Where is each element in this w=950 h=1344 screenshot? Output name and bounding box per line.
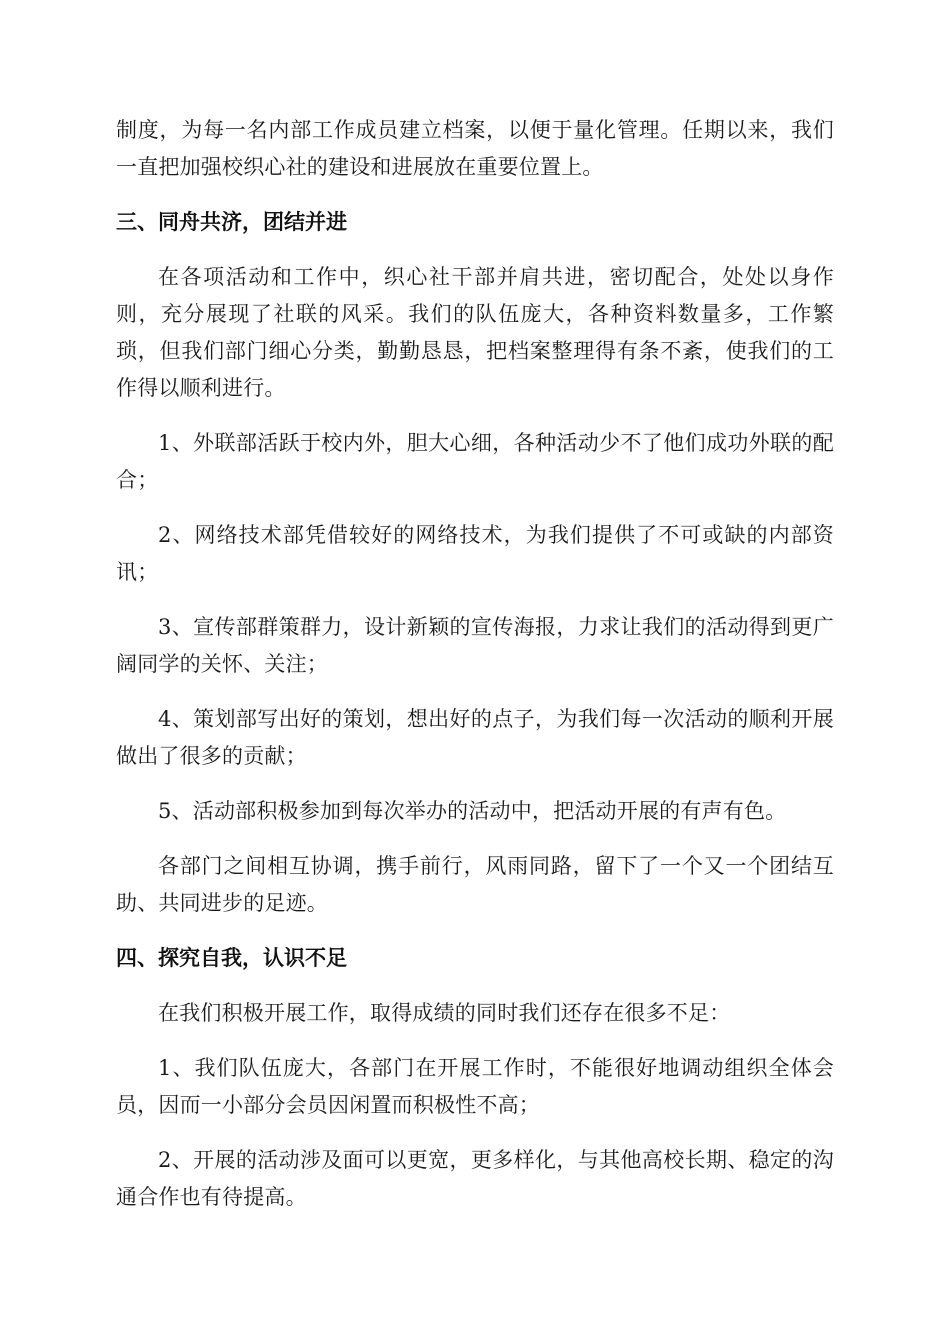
paragraph-teamwork: 在各项活动和工作中，织心社干部并肩共进，密切配合，处处以身作则，充分展现了社联的风采。我们的队伍庞大，各种资料数量多，工作繁琐，但我们部门细心分类，勤勤恳恳，把档案整理得有条不紊，使我们的工作得以顺利进行。 (116, 265, 834, 400)
section-heading-4: 四、探究自我，认识不足 (116, 946, 347, 970)
list-item-shortcoming-1: 1、我们队伍庞大，各部门在开展工作时，不能很好地调动组织全体会员，因而一小部分会员因闲置而积极性不高； (116, 1056, 834, 1117)
paragraph-cooperation: 各部门之间相互协调，携手前行，风雨同路，留下了一个又一个团结互助、共同进步的足迹。 (116, 854, 834, 915)
section-heading-3: 三、同舟共济，团结并进 (116, 210, 347, 234)
list-item-shortcoming-2: 2、开展的活动涉及面可以更宽，更多样化，与其他高校长期、稳定的沟通合作也有待提高。 (116, 1148, 834, 1209)
paragraph-shortcomings-intro: 在我们积极开展工作，取得成绩的同时我们还存在很多不足： (158, 1001, 731, 1025)
list-item-publicity: 3、宣传部群策群力，设计新颖的宣传海报，力求让我们的活动得到更广阔同学的关怀、关注； (116, 615, 834, 676)
list-item-network-tech: 2、网络技术部凭借较好的网络技术，为我们提供了不可或缺的内部资讯； (116, 523, 834, 584)
list-item-activities: 5、活动部积极参加到每次举办的活动中，把活动开展的有声有色。 (158, 799, 787, 823)
list-item-outreach: 1、外联部活跃于校内外，胆大心细，各种活动少不了他们成功外联的配合； (116, 431, 834, 492)
paragraph-continued: 制度，为每一名内部工作成员建立档案，以便于量化管理。任期以来，我们一直把加强校织心社的建设和进展放在重要位置上。 (116, 118, 834, 179)
list-item-planning: 4、策划部写出好的策划，想出好的点子，为我们每一次活动的顺利开展做出了很多的贡献； (116, 707, 834, 768)
document-body (116, 112, 834, 1234)
